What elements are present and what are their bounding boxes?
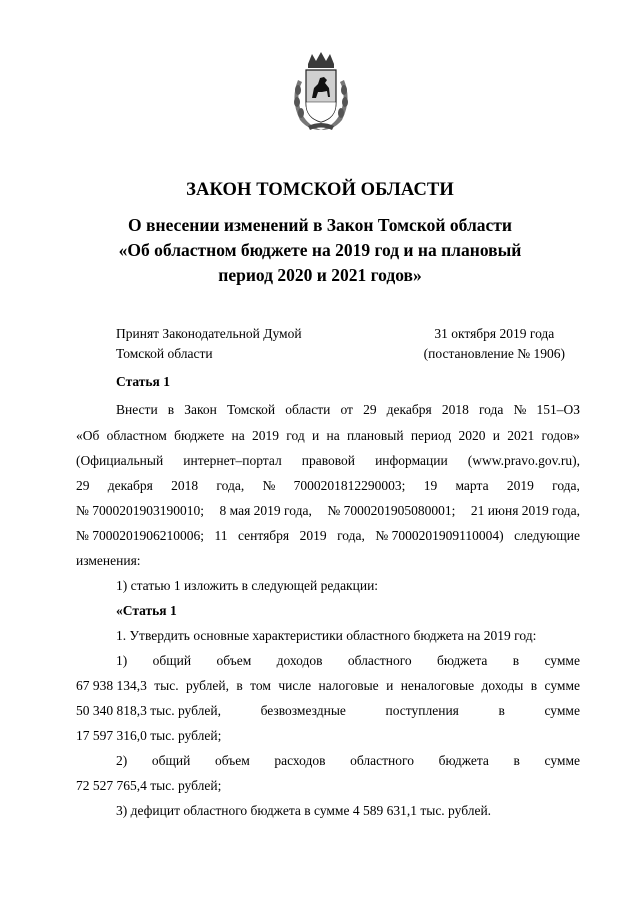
adoption-date-line: 31 октября 2019 года	[434, 326, 555, 341]
word: 2020	[458, 428, 486, 443]
word: том	[250, 678, 271, 693]
word: 8 мая 2019 года,	[219, 503, 312, 518]
word: бюджета	[438, 753, 489, 768]
word: декабря	[386, 402, 432, 417]
adopted-by-line: Томской области	[116, 346, 213, 361]
word: и	[492, 428, 501, 443]
word: правовой	[301, 453, 356, 468]
subtitle-line: «Об областном бюджете на 2019 год и на плановый	[118, 240, 522, 260]
word: года	[478, 402, 504, 417]
word: 19	[423, 478, 438, 493]
sub-item-line: 72 527 765,4 тыс. рублей;	[76, 778, 222, 793]
word: годов»	[541, 428, 580, 443]
word: (Официальный	[76, 453, 164, 468]
quoted-article-heading: «Статья 1	[116, 603, 177, 618]
word: «Об	[76, 428, 100, 443]
word: доходы	[481, 678, 524, 693]
subtitle-line: О внесении изменений в Закон Томской области	[128, 215, 512, 235]
adoption-date	[424, 324, 565, 364]
article-text-line	[76, 453, 580, 469]
word: бюджета	[437, 653, 488, 668]
article-text-line	[76, 428, 580, 444]
word: объем	[216, 653, 252, 668]
sub-item-line	[76, 678, 580, 694]
word: областном	[106, 428, 167, 443]
word: налоговые	[318, 678, 379, 693]
article-text-line	[76, 528, 580, 544]
sub-item-line: 17 597 316,0 тыс. рублей;	[76, 728, 222, 743]
word: на	[326, 428, 340, 443]
article-heading: Статья 1	[116, 374, 170, 389]
word: области	[285, 402, 331, 417]
word: 21 июня 2019 года,	[470, 503, 580, 518]
word: 2021	[507, 428, 535, 443]
word: 2)	[116, 753, 128, 768]
word: в	[498, 703, 505, 718]
word: 11	[214, 528, 228, 543]
adopted-by-line: Принят Законодательной Думой	[116, 326, 302, 341]
word: тыс.	[154, 678, 179, 693]
adoption-resolution-line: (постановление № 1906)	[423, 346, 565, 361]
word: 1)	[116, 653, 128, 668]
word: №	[513, 402, 527, 417]
word: безвозмездные	[260, 703, 346, 718]
word: информации	[375, 453, 448, 468]
word: интернет–портал	[183, 453, 282, 468]
word: № 7000201909110004)	[375, 528, 504, 543]
word: № 7000201903190010;	[76, 503, 205, 518]
word: 2018	[441, 402, 469, 417]
word: 50 340 818,3 тыс. рублей,	[76, 703, 221, 718]
sub-item-line	[76, 653, 580, 669]
word: сумме	[544, 753, 580, 768]
word: декабря	[107, 478, 153, 493]
word: объем	[214, 753, 250, 768]
word: № 7000201906210006;	[76, 528, 205, 543]
word: областного	[350, 753, 414, 768]
coat-of-arms-emblem	[286, 50, 356, 132]
word: года,	[216, 478, 245, 493]
word: рублей,	[186, 678, 230, 693]
article-text-line	[76, 402, 580, 418]
word: сумме	[544, 653, 580, 668]
law-title: ЗАКОН ТОМСКОЙ ОБЛАСТИ	[186, 180, 454, 200]
word: период	[410, 428, 452, 443]
word: неналоговые	[400, 678, 475, 693]
word: плановый	[346, 428, 404, 443]
word: на	[231, 428, 245, 443]
word: поступления	[385, 703, 459, 718]
word: в	[530, 678, 538, 693]
word: (www.pravo.gov.ru),	[467, 453, 580, 468]
word: 2019	[299, 528, 327, 543]
adopted-by	[116, 324, 302, 364]
word: Внести	[116, 402, 158, 417]
sub-item-line: 3) дефицит областного бюджета в сумме 4 589 631,1 тыс. рублей.	[116, 803, 492, 818]
word: 29	[76, 478, 90, 493]
word: доходов	[276, 653, 323, 668]
word: и	[386, 678, 394, 693]
word: расходов	[274, 753, 326, 768]
sub-item-line	[76, 703, 580, 719]
word: №	[262, 478, 276, 493]
word: областного	[347, 653, 412, 668]
article-text-line: изменения:	[76, 553, 141, 568]
word: сумме	[544, 678, 580, 693]
word: 29	[363, 402, 377, 417]
word: числе	[278, 678, 312, 693]
word: сумме	[544, 703, 580, 718]
amendment-item: 1) статью 1 изложить в следующей редакции:	[116, 578, 379, 593]
word: 2019	[252, 428, 279, 443]
word: бюджете	[174, 428, 225, 443]
law-subtitle	[70, 213, 570, 288]
article-text-line	[76, 503, 580, 519]
word: общий	[151, 753, 191, 768]
point-text: 1. Утвердить основные характеристики областного бюджета на 2019 год:	[116, 628, 537, 643]
word: 2018	[171, 478, 199, 493]
word: в	[513, 753, 520, 768]
subtitle-line: период 2020 и 2021 годов»	[218, 265, 422, 285]
word: 151–ОЗ	[536, 402, 580, 417]
word: в	[236, 678, 243, 693]
word: в	[512, 653, 520, 668]
word: марта	[455, 478, 489, 493]
word: 67 938 134,3	[76, 678, 147, 693]
word: 2019	[506, 478, 534, 493]
word: года,	[337, 528, 365, 543]
word: год	[286, 428, 305, 443]
word: 7000201812290003;	[293, 478, 406, 493]
word: от	[340, 402, 353, 417]
word: следующие	[514, 528, 580, 543]
word: и	[311, 428, 320, 443]
word: Закон	[184, 402, 217, 417]
word: в	[167, 402, 175, 417]
word: № 7000201905080001;	[327, 503, 456, 518]
article-text-line	[76, 478, 580, 494]
word: Томской	[227, 402, 276, 417]
word: года,	[552, 478, 580, 493]
word: сентября	[237, 528, 290, 543]
word: общий	[152, 653, 192, 668]
sub-item-line	[76, 753, 580, 769]
